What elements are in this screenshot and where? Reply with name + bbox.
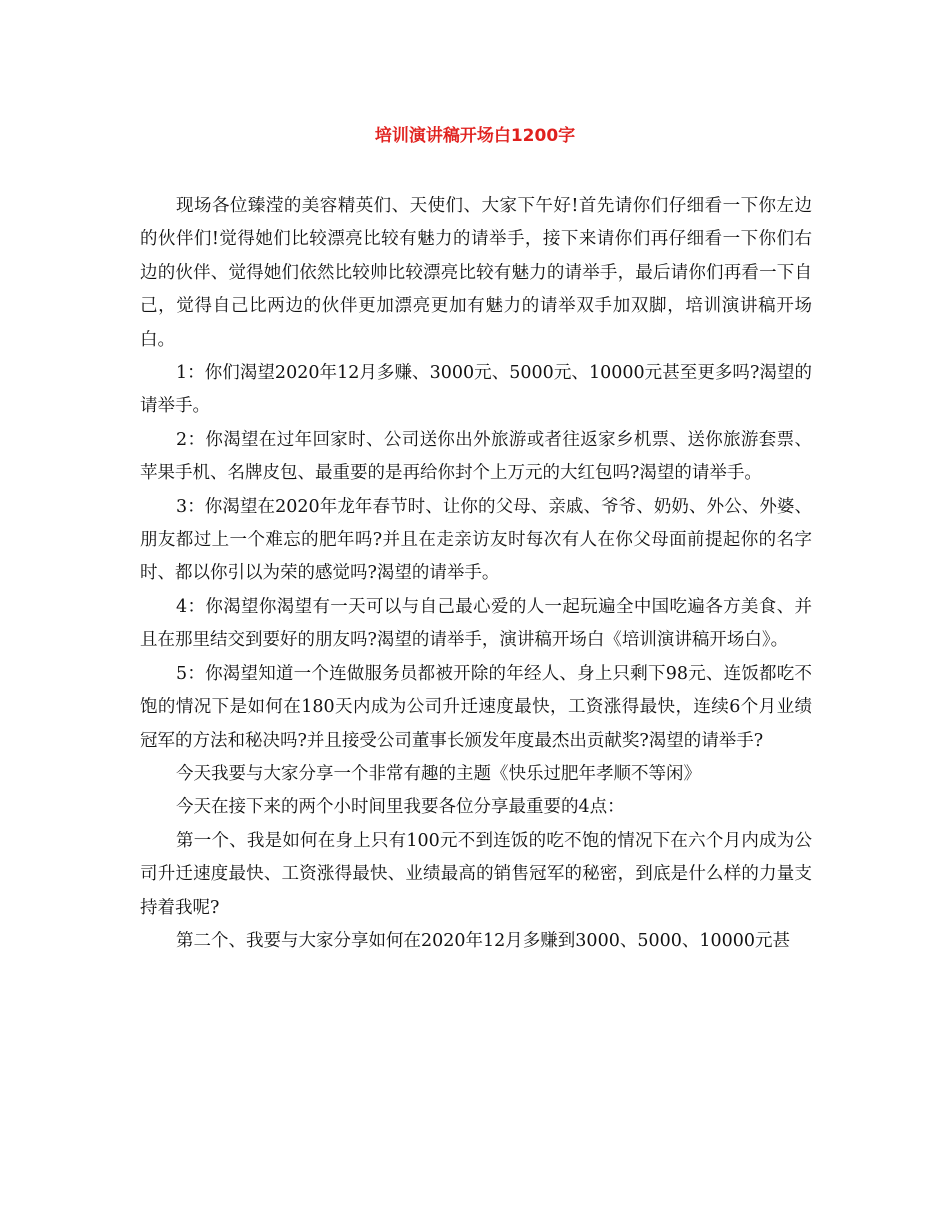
paragraph-agenda: 今天在接下来的两个小时间里我要各位分享最重要的4点： [176, 797, 625, 818]
paragraph-point-2: 第二个、我要与大家分享如何在2020年12月多赚到3000、5000、10000元甚 [176, 930, 791, 951]
paragraph-question-3: 3：你渴望在2020年龙年春节时、让你的父母、亲戚、爷爷、奶奶、外公、外婆、朋友都过上一个难忘的肥年吗?并且在走亲访友时每次有人在你父母面前提起你的名字时、都以你引以为荣的感觉吗?渴望的请举手。 [140, 496, 812, 584]
paragraph-intro: 现场各位臻滢的美容精英们、天使们、大家下午好!首先请你们仔细看一下你左边的伙伴们!觉得她们比较漂亮比较有魅力的请举手，接下来请你们再仔细看一下你们右边的伙伴、觉得她们依然比较帅比较漂亮比较有魅力的请举手，最后请你们再看一下自己，觉得自己比两边的伙伴更加漂亮更加有魅力的请举双手加双脚，培训演讲稿开场白。 [140, 196, 812, 350]
paragraph-question-1: 1：你们渴望2020年12月多赚、3000元、5000元、10000元甚至更多吗?渴望的请举手。 [140, 363, 812, 417]
document-body [140, 190, 812, 958]
paragraph-point-1: 第一个、我是如何在身上只有100元不到连饭的吃不饱的情况下在六个月内成为公司升迁速度最快、工资涨得最快、业绩最高的销售冠军的秘密，到底是什么样的力量支持着我呢? [140, 830, 812, 918]
document-title: 培训演讲稿开场白1200字 [374, 126, 576, 146]
paragraph-question-5: 5：你渴望知道一个连做服务员都被开除的年经人、身上只剩下98元、连饭都吃不饱的情况下是如何在180天内成为公司升迁速度最快，工资涨得最快，连续6个月业绩冠军的方法和秘决吗?并且接受公司董事长颁发年度最杰出贡献奖?渴望的请举手? [140, 663, 812, 751]
paragraph-question-4: 4：你渴望你渴望有一天可以与自己最心爱的人一起玩遍全中国吃遍各方美食、并且在那里结交到要好的朋友吗?渴望的请举手，演讲稿开场白《培训演讲稿开场白》。 [140, 596, 812, 651]
paragraph-theme: 今天我要与大家分享一个非常有趣的主题《快乐过肥年孝顺不等闲》 [176, 763, 701, 784]
paragraph-question-2: 2：你渴望在过年回家时、公司送你出外旅游或者往返家乡机票、送你旅游套票、苹果手机、名牌皮包、最重要的是再给你封个上万元的大红包吗?渴望的请举手。 [140, 429, 812, 484]
